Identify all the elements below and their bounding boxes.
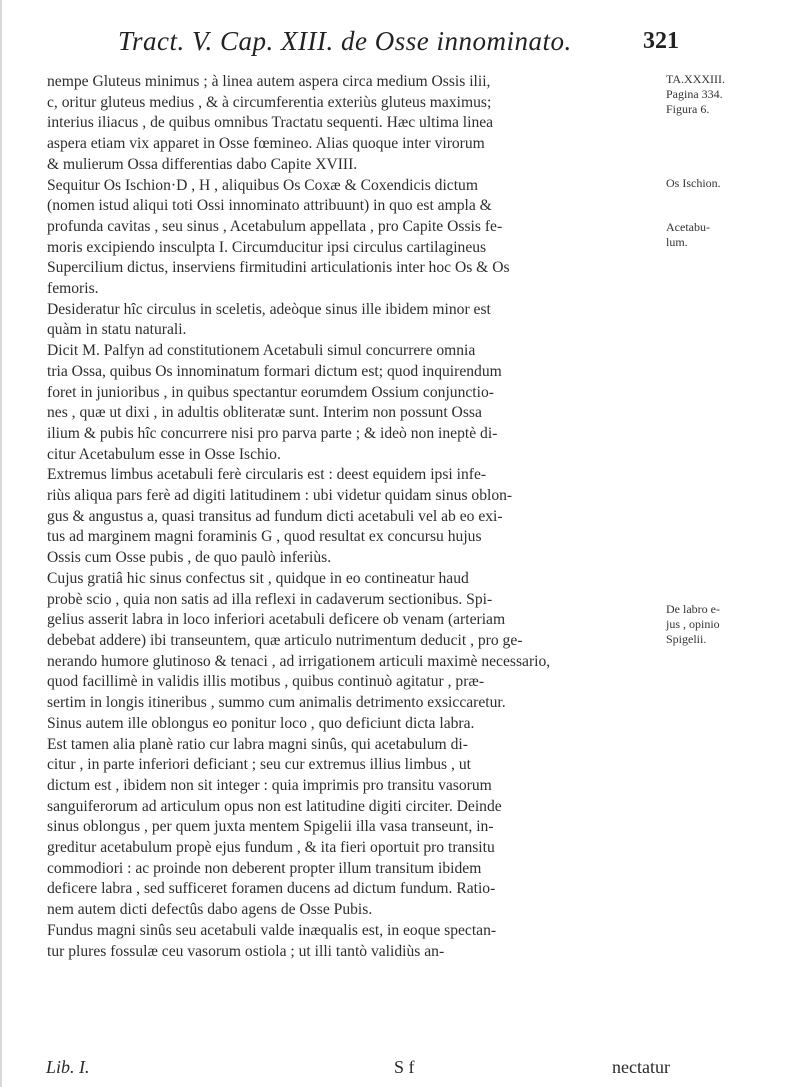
- page-edge: [0, 0, 2, 1087]
- margin-note-line: Os Ischion.: [666, 176, 721, 190]
- page-number: 321: [643, 28, 679, 54]
- footer-signature: S f: [394, 1057, 415, 1077]
- text-line: Sinus autem ille oblongus eo ponitur loco , quo deficiunt dicta labra.: [47, 714, 475, 732]
- text-line: Dicit M. Palfyn ad constitutionem Acetabuli simul concurrere omnia: [47, 342, 476, 360]
- text-line: nerando humore glutinoso & tenaci , ad irrigationem articuli maximè necessario,: [47, 652, 551, 670]
- text-line: aspera etiam vix apparet in Osse fœmineo. Alias quoque inter virorum: [47, 135, 485, 153]
- text-line: tria Ossa, quibus Os innominatum formari dictum est; quod inquirendum: [47, 362, 502, 380]
- text-line: interius iliacus , de quibus omnibus Tractatu sequenti. Hæc ultima linea: [47, 114, 494, 132]
- margin-note-line: Spigelii.: [666, 632, 707, 646]
- text-line: commodiori : ac proinde non deberent propter illum transitum ibidem: [47, 859, 482, 877]
- margin-note-acetabulum: [666, 220, 798, 250]
- margin-note-line: Figura 6.: [666, 102, 710, 116]
- margin-note-spigelius: [666, 602, 798, 647]
- text-line: (nomen istud aliqui toti Ossi innominato attribuunt) in quo est ampla &: [47, 197, 492, 215]
- text-line: sinus oblongus , per quem juxta mentem Spigelii illa vasa transeunt, in-: [47, 818, 494, 836]
- text-line: dictum est , ibidem non sit integer : quia imprimis pro transitu vasorum: [47, 776, 492, 794]
- margin-note-line: Pagina 334.: [666, 87, 723, 101]
- footer-book: Lib. I.: [46, 1057, 90, 1077]
- text-line: Est tamen alia planè ratio cur labra magni sinûs, qui acetabulum di-: [47, 735, 468, 753]
- text-line: Desideratur hîc circulus in sceletis, adeòque sinus ille ibidem minor est: [47, 300, 491, 318]
- margin-note-line: De labro e-: [666, 602, 720, 616]
- text-line: Extremus limbus acetabuli ferè circularis est : deest equidem ipsi infe-: [47, 466, 487, 484]
- text-line: greditur acetabulum propè ejus fundum , & ita fieri oportuit pro transitu: [47, 839, 495, 857]
- text-line: deficere labra , sed sufficeret foramen ducens ad dictum fundum. Ratio-: [47, 880, 496, 898]
- text-line: citur Acetabulum esse in Osse Ischio.: [47, 445, 281, 463]
- margin-note-line: jus , opinio: [666, 617, 720, 631]
- text-line: nempe Gluteus minimus ; à linea autem aspera circa medium Ossis ilii,: [47, 73, 491, 90]
- text-line: nes , quæ ut dixi , in adultis obliteratæ sunt. Interim non possunt Ossa: [47, 404, 482, 422]
- running-title: Tract. V. Cap. XIII. de Osse innominato.: [118, 26, 572, 56]
- page-header: [0, 26, 800, 70]
- text-line: gus & angustus a, quasi transitus ad fundum dicti acetabuli vel ab eo exi-: [47, 507, 503, 525]
- margin-note-line: Acetabu-: [666, 220, 710, 234]
- text-line: citur , in parte inferiori deficiant ; seu cur extremus illius limbus , ut: [47, 756, 471, 774]
- margin-note-line: lum.: [666, 235, 688, 249]
- body-text: [47, 72, 662, 962]
- text-line: & mulierum Ossa differentias dabo Capite XVIII.: [47, 155, 358, 173]
- text-line: femoris.: [47, 280, 99, 298]
- text-line: quàm in statu naturali.: [47, 321, 187, 339]
- text-line: probè scio , quia non satis ad illa reflexi in cadaverum sectionibus. Spi-: [47, 590, 493, 608]
- text-line: moris excipiendo insculpta I. Circumducitur ipsi circulus cartilagineus: [47, 238, 487, 256]
- margin-note-plate-reference: [666, 72, 798, 117]
- text-line: quod facillimè in validis illis motibus , quibus continuò agitatur , præ-: [47, 673, 485, 691]
- text-line: Sequitur Os Ischion·D , H , aliquibus Os Coxæ & Coxendicis dictum: [47, 176, 478, 194]
- text-line: Fundus magni sinûs seu acetabuli valde inæqualis est, in eoque spectan-: [47, 921, 497, 939]
- text-line: Supercilium dictus, inserviens firmitudini articulationis inter hoc Os & Os: [47, 259, 510, 277]
- margin-note-os-ischion: [666, 176, 798, 191]
- text-line: debebat addere) ibi transeuntem, quæ articulo nutrimentum deducit , pro ge-: [47, 631, 523, 649]
- margin-note-line: TA.XXXIII.: [666, 72, 726, 86]
- text-line: Cujus gratiâ hic sinus confectus sit , quidque in eo contineatur haud: [47, 569, 469, 587]
- text-line: gelius asserit labra in loco inferiori acetabuli deficere ob venam (arteriam: [47, 611, 506, 629]
- text-line: nem autem dicti defectûs dabo agens de Osse Pubis.: [47, 901, 373, 919]
- footer-catchword: nectatur: [612, 1057, 670, 1077]
- text-line: sanguiferorum ad articulum opus non est latitudine digiti circiter. Deinde: [47, 797, 502, 815]
- text-line: riùs aliqua pars ferè ad digiti latitudinem : ubi videtur quidam sinus oblon-: [47, 487, 513, 505]
- text-line: Ossis cum Osse pubis , de quo paulò inferiùs.: [47, 549, 332, 567]
- text-line: c, oritur gluteus medius , & à circumferentia exteriùs gluteus maximus;: [47, 93, 492, 111]
- text-line: ilium & pubis hîc concurrere nisi pro parva parte ; & ideò non ineptè di-: [47, 424, 498, 442]
- text-line: sertim in longis itineribus , summo cum animalis detrimento exsiccaretur.: [47, 694, 506, 712]
- text-line: foret in junioribus , in quibus spectantur eorumdem Ossium conjunctio-: [47, 383, 494, 401]
- text-line: tur plures fossulæ ceu vasorum ostiola ; ut illi tantò validiùs an-: [47, 942, 445, 960]
- text-line: profunda cavitas , seu sinus , Acetabulum appellata , pro Capite Ossis fe-: [47, 217, 503, 235]
- text-line: tus ad marginem magni foraminis G , quod resultat ex concursu hujus: [47, 528, 482, 546]
